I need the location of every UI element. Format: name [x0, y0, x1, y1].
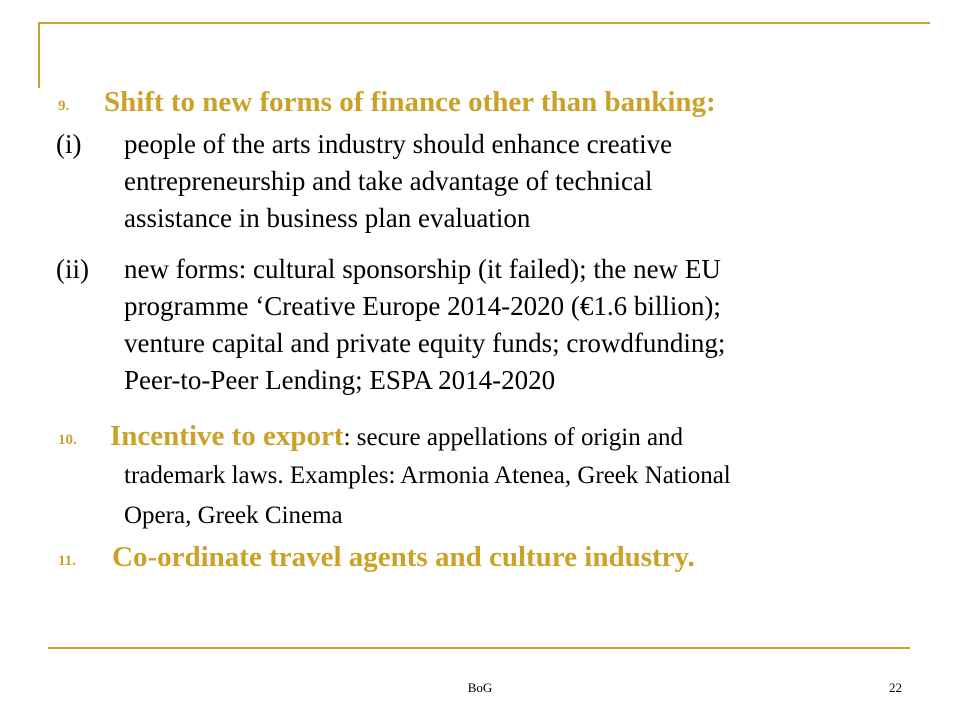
item-heading: Shift to new forms of finance other than banking: [104, 86, 716, 118]
item-heading-tail: : secure appellations of origin and [343, 424, 684, 451]
subitem-line: programme ‘Creative Europe 2014-2020 (€1.6 billion); [124, 291, 721, 321]
subitem-line: venture capital and private equity funds; crowdfunding; [124, 328, 726, 358]
footer-rule [48, 647, 910, 649]
item-heading-text: Incentive to export [110, 420, 344, 452]
subitem-line: people of the arts industry should enhance creative [124, 129, 673, 159]
item-number: 11. [58, 553, 76, 569]
footer-label: BoG [467, 680, 493, 695]
subitem-marker: (ii) [56, 254, 89, 284]
item-heading: Co-ordinate travel agents and culture industry. [112, 541, 695, 573]
subitem-i [56, 126, 672, 237]
item-number: 10. [58, 432, 77, 448]
item-10-line: Opera, Greek Cinema [124, 502, 343, 529]
subitem-line: entrepreneurship and take advantage of technical [124, 166, 653, 196]
subitem-line: new forms: cultural sponsorship (it failed); the new EU [124, 254, 721, 284]
subitem-ii [56, 251, 725, 399]
subitem-line: Peer-to-Peer Lending; ESPA 2014-2020 [124, 365, 556, 395]
item-10-line: trademark laws. Examples: Armonia Atenea, Greek National [124, 462, 731, 489]
subitem-marker: (i) [56, 129, 82, 159]
item-number: 9. [58, 98, 70, 114]
page-number: 22 [889, 680, 902, 695]
item-heading [110, 420, 683, 453]
subitem-line: assistance in business plan evaluation [124, 203, 531, 233]
